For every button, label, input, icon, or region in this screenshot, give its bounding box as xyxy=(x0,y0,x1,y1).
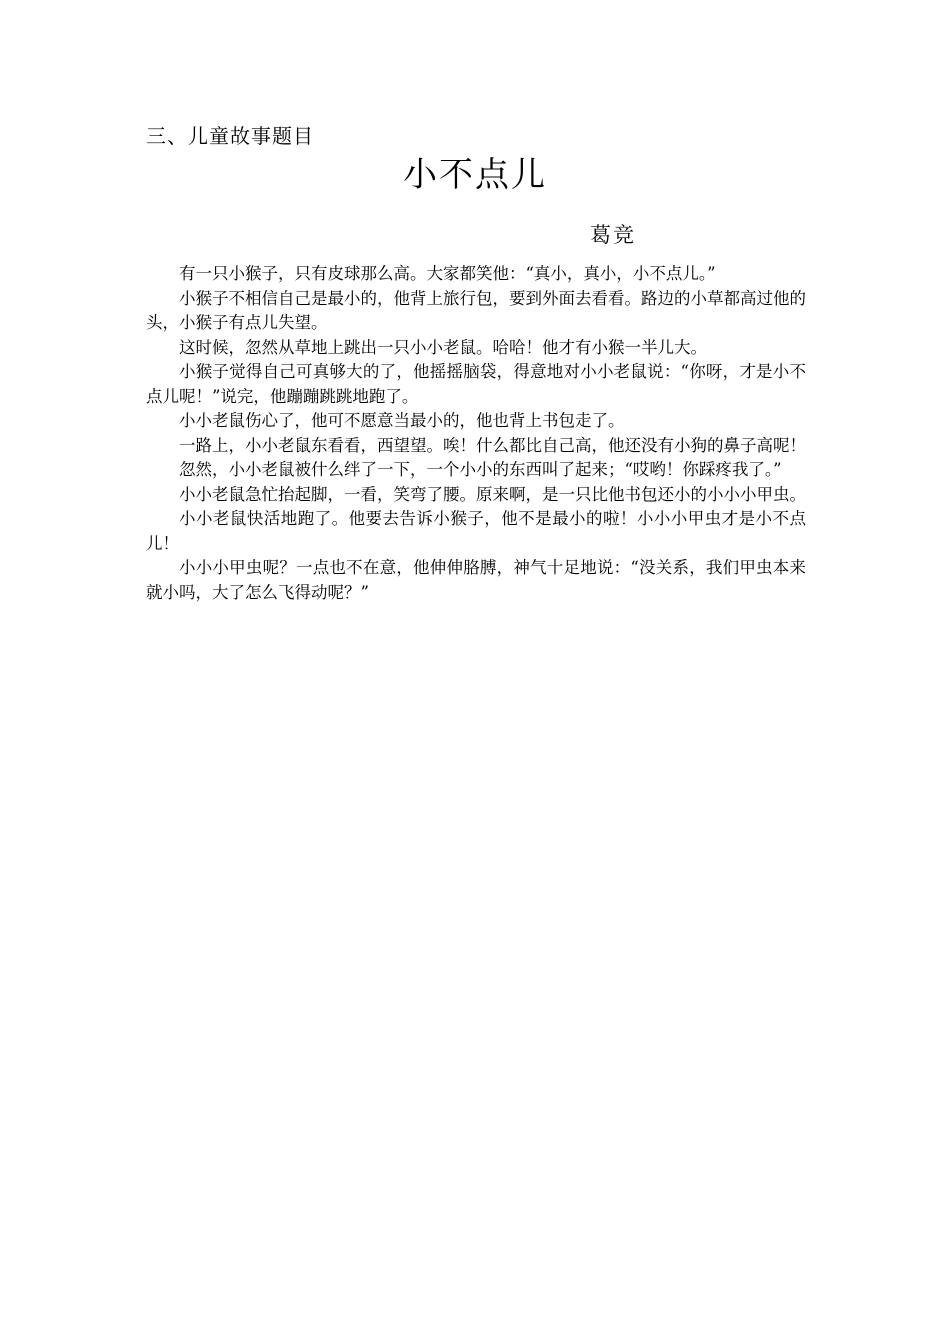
story-paragraph: 小猴子不相信自己是最小的，他背上旅行包，要到外面去看看。路边的小草都高过他的头，小猴子有点儿失望。 xyxy=(146,288,806,332)
story-paragraph: 忽然，小小老鼠被什么绊了一下，一个小小的东西叫了起来；“哎哟！你踩疼我了。” xyxy=(179,460,782,479)
story-paragraph: 这时候，忽然从草地上跳出一只小小老鼠。哈哈！他才有小猴一半儿大。 xyxy=(179,337,707,357)
story-paragraph: 小小小甲虫呢？一点也不在意，他伸伸胳膊，神气十足地说：“没关系，我们甲虫本来就小吗，大了怎么飞得动呢？” xyxy=(146,558,806,602)
section-heading: 三、儿童故事题目 xyxy=(146,124,314,148)
story-paragraph: 有一只小猴子，只有皮球那么高。大家都笑他：“真小，真小，小不点儿。” xyxy=(179,264,716,283)
story-title: 小不点儿 xyxy=(403,155,547,195)
story-paragraph: 一路上，小小老鼠东看看，西望望。唉！什么都比自己高，他还没有小狗的鼻子高呢！ xyxy=(179,435,806,455)
story-paragraph: 小小老鼠快活地跑了。他要去告诉小猴子，他不是最小的啦！小小小甲虫才是小不点儿！ xyxy=(146,509,806,553)
story-paragraph: 小小老鼠急忙抬起脚，一看，笑弯了腰。原来啊，是一只比他书包还小的小小小甲虫。 xyxy=(179,484,806,504)
story-body xyxy=(146,262,806,605)
story-paragraph: 小猴子觉得自己可真够大的了，他摇摇脑袋，得意地对小小老鼠说：“你呀，才是小不点儿呢！”说完，他蹦蹦跳跳地跑了。 xyxy=(146,362,806,406)
story-author: 葛竞 xyxy=(590,223,636,247)
story-paragraph: 小小老鼠伤心了，他可不愿意当最小的，他也背上书包走了。 xyxy=(179,411,625,430)
